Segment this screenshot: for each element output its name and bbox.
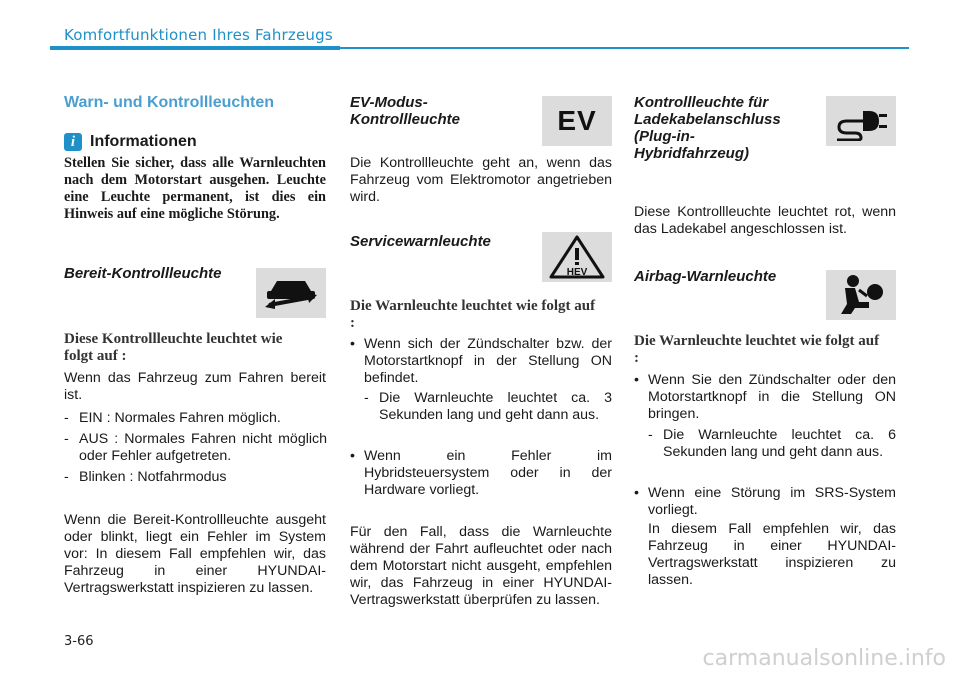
section-title: Warn- und Kontrollleuchten xyxy=(64,94,275,111)
service-lamp-title: Servicewarnleuchte xyxy=(350,233,491,250)
service-icon-text: HEV xyxy=(566,267,588,278)
info-heading xyxy=(64,133,197,151)
ready-intro: Wenn das Fahrzeug zum Fahren bereit ist. xyxy=(64,370,326,403)
header-rule-thick xyxy=(50,46,340,50)
plug-text: Diese Kontrollleuchte leuchtet rot, wenn das Ladekabel angeschlossen ist. xyxy=(634,204,896,237)
ev-text: Die Kontrollleuchte geht an, wenn das Fahrzeug vom Elektromotor angetrieben wird. xyxy=(350,155,612,205)
ready-paragraph: Wenn die Bereit-Kontrollleuchte ausgeht oder blinkt, liegt ein Fehler im System vor: In diesem Fall empfehlen wir, das Fahrzeug in einer HYUNDAI-Vertragswerkstatt inspizieren zu lassen. xyxy=(64,512,326,596)
service-sub: Die Warnleuchte leuchtet wie folgt auf : xyxy=(350,298,596,331)
service-paragraph: Für den Fall, dass die Warnleuchte während der Fahrt aufleuchtet oder nach dem Motorstart nicht ausgeht, empfehlen wir, das Fahrzeug in einer HYUNDAI-Vertragswerkstatt überprüfen zu lassen. xyxy=(350,524,612,608)
chapter-title: Komfortfunktionen Ihres Fahrzeugs xyxy=(64,26,333,44)
service-bullet-2: • Wenn ein Fehler im Hybridsteuersystem oder in der Hardware vorliegt. xyxy=(350,448,612,499)
ready-item-off: - AUS : Normales Fahren nicht möglich oder Fehler aufgetreten. xyxy=(64,431,327,465)
airbag-bullet-1: • Wenn Sie den Zündschalter oder den Motorstartknopf in die Stellung ON bringen. xyxy=(634,372,896,423)
info-icon: i xyxy=(64,133,82,151)
airbag-lamp-title: Airbag-Warnleuchte xyxy=(634,268,777,285)
header-rule-thin xyxy=(340,47,909,49)
ev-lamp-title: EV-Modus-Kontrollleuchte xyxy=(350,94,461,128)
car-arrow-icon xyxy=(261,273,321,313)
airbag-person-icon xyxy=(831,272,891,318)
ready-sub: Diese Kontrollleuchte leuchtet wie folgt auf : xyxy=(64,331,283,364)
airbag-lamp-icon xyxy=(826,270,896,320)
airbag-bullet-2: • Wenn eine Störung im SRS-System vorliegt. xyxy=(634,485,896,519)
ready-lamp-icon xyxy=(256,268,326,318)
airbag-bullet-1-sub: - Die Warnleuchte leuchtet ca. 6 Sekunden lang und geht dann aus. xyxy=(648,427,896,461)
plug-lamp-icon xyxy=(826,96,896,146)
page-number: 3-66 xyxy=(64,634,94,649)
plug-lamp-title: Kontrollleuchte für Ladekabelanschluss (Plug-in-Hybridfahrzeug) xyxy=(634,94,781,162)
ready-item-on: - EIN : Normales Fahren möglich. xyxy=(64,410,327,427)
info-label: Informationen xyxy=(90,133,197,150)
ev-icon-text: EV xyxy=(557,105,597,136)
ready-lamp-title: Bereit-Kontrollleuchte xyxy=(64,265,222,282)
ready-item-blink: - Blinken : Notfahrmodus xyxy=(64,469,327,486)
service-bullet-1: • Wenn sich der Zündschalter bzw. der Motorstartknopf in der Stellung ON befindet. xyxy=(350,336,612,387)
service-lamp-icon xyxy=(542,232,612,282)
warning-triangle-icon xyxy=(548,234,606,280)
airbag-sub: Die Warnleuchte leuchtet wie folgt auf : xyxy=(634,333,880,366)
watermark: carmanualsonline.info xyxy=(702,646,946,671)
info-text: Stellen Sie sicher, dass alle Warnleuchten nach dem Motorstart ausgehen. Leuchte eine Leuchte permanent, ist dies ein Hinweis auf eine mögliche Störung. xyxy=(64,155,326,222)
service-bullet-1-sub: - Die Warnleuchte leuchtet ca. 3 Sekunden lang und geht dann aus. xyxy=(364,390,612,424)
airbag-bullet-2-paragraph: In diesem Fall empfehlen wir, das Fahrzeug in einer HYUNDAI-Vertragswerkstatt inspizieren zu lassen. xyxy=(648,521,896,588)
ev-lamp-icon xyxy=(542,96,612,146)
charging-plug-icon xyxy=(831,101,891,141)
